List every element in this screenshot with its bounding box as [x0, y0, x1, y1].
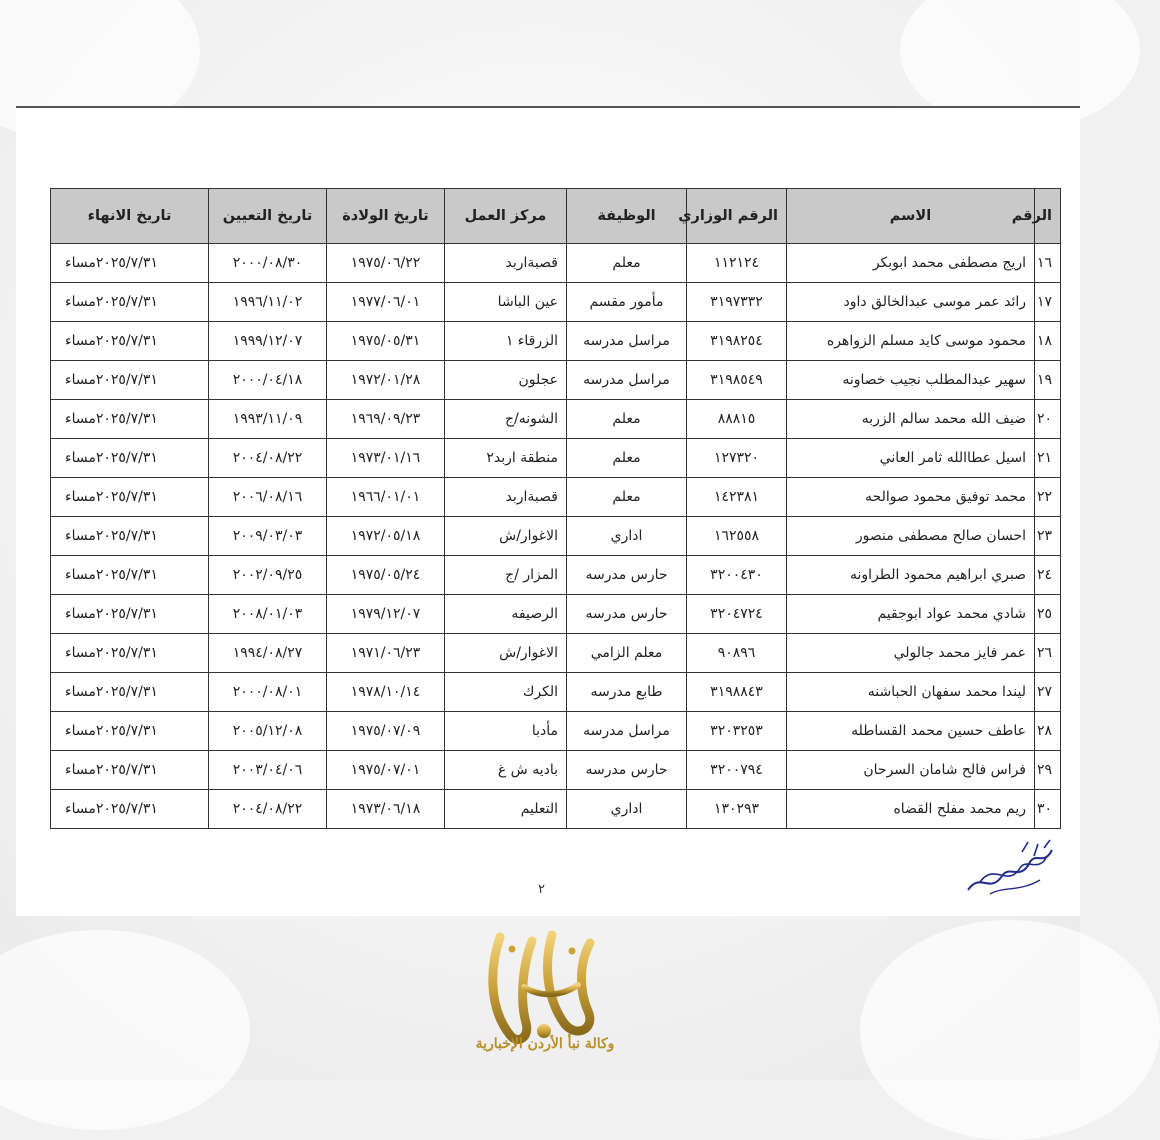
cell-ministry-no: ٣٢٠٠٧٩٤ [687, 751, 787, 790]
cell-work-center: قصبةاربد [445, 244, 567, 283]
header-name: الاسم [787, 189, 1035, 244]
cell-work-center: الاغوار/ش [445, 517, 567, 556]
cell-appointment-date: ٢٠٠٩/٠٣/٠٣ [209, 517, 327, 556]
cell-work-center: عجلون [445, 361, 567, 400]
cell-appointment-date: ١٩٩٦/١١/٠٢ [209, 283, 327, 322]
cell-job: مراسل مدرسه [567, 361, 687, 400]
cell-birth-date: ١٩٧٨/١٠/١٤ [327, 673, 445, 712]
cell-job: معلم [567, 478, 687, 517]
cell-name: عمر فايز محمد جالولي [787, 634, 1035, 673]
end-date-prefix: مساء [65, 333, 96, 349]
end-date-prefix: مساء [65, 801, 96, 817]
end-date-value: ٢٠٢٥/٧/٣١ [95, 489, 158, 505]
cell-end-date [51, 244, 209, 283]
cell-job: حارس مدرسه [567, 751, 687, 790]
end-date-value: ٢٠٢٥/٧/٣١ [95, 645, 158, 661]
table-row [51, 634, 1061, 673]
document-sheet [16, 106, 1080, 916]
cell-num: ٢٣ [1035, 517, 1061, 556]
employees-table [50, 188, 1061, 829]
cell-end-date [51, 517, 209, 556]
cell-birth-date: ١٩٧٢/٠١/٢٨ [327, 361, 445, 400]
cell-appointment-date: ٢٠٠٤/٠٨/٢٢ [209, 790, 327, 829]
cell-appointment-date: ١٩٩٣/١١/٠٩ [209, 400, 327, 439]
cell-work-center: عين الباشا [445, 283, 567, 322]
end-date-prefix: مساء [65, 567, 96, 583]
cell-num: ٢٨ [1035, 712, 1061, 751]
cell-end-date [51, 634, 209, 673]
cell-ministry-no: ١١٢١٢٤ [687, 244, 787, 283]
cell-birth-date: ١٩٧٥/٠٥/٢٤ [327, 556, 445, 595]
cell-job: مراسل مدرسه [567, 712, 687, 751]
cell-num: ٢٤ [1035, 556, 1061, 595]
cell-appointment-date: ٢٠٠٥/١٢/٠٨ [209, 712, 327, 751]
cell-end-date [51, 556, 209, 595]
end-date-value: ٢٠٢٥/٧/٣١ [95, 801, 158, 817]
cell-end-date [51, 673, 209, 712]
cell-name: اريج مصطفى محمد ابوبكر [787, 244, 1035, 283]
end-date-value: ٢٠٢٥/٧/٣١ [95, 567, 158, 583]
cell-job: طابع مدرسه [567, 673, 687, 712]
cell-name: شادي محمد عواد ابوجقيم [787, 595, 1035, 634]
table-row [51, 595, 1061, 634]
end-date-value: ٢٠٢٥/٧/٣١ [95, 294, 158, 310]
cell-work-center: التعليم [445, 790, 567, 829]
cell-end-date [51, 322, 209, 361]
cell-num: ١٩ [1035, 361, 1061, 400]
end-date-value: ٢٠٢٥/٧/٣١ [95, 723, 158, 739]
signature-scribble [960, 832, 1060, 902]
cell-name: احسان صالح مصطفى منصور [787, 517, 1035, 556]
end-date-value: ٢٠٢٥/٧/٣١ [95, 372, 158, 388]
end-date-value: ٢٠٢٥/٧/٣١ [95, 333, 158, 349]
cell-appointment-date: ٢٠٠٨/٠١/٠٣ [209, 595, 327, 634]
cell-ministry-no: ١٦٢٥٥٨ [687, 517, 787, 556]
end-date-value: ٢٠٢٥/٧/٣١ [95, 411, 158, 427]
end-date-value: ٢٠٢٥/٧/٣١ [95, 684, 158, 700]
cell-job: معلم [567, 439, 687, 478]
cell-birth-date: ١٩٧٩/١٢/٠٧ [327, 595, 445, 634]
cell-name: ريم محمد مفلح القضاه [787, 790, 1035, 829]
cell-ministry-no: ٣١٩٨٥٤٩ [687, 361, 787, 400]
cell-ministry-no: ٩٠٨٩٦ [687, 634, 787, 673]
cell-job: اداري [567, 517, 687, 556]
cell-end-date [51, 595, 209, 634]
cell-appointment-date: ٢٠٠٣/٠٤/٠٦ [209, 751, 327, 790]
end-date-value: ٢٠٢٥/٧/٣١ [95, 528, 158, 544]
table-row [51, 517, 1061, 556]
background-blob [860, 920, 1160, 1140]
cell-ministry-no: ١٢٧٣٢٠ [687, 439, 787, 478]
end-date-prefix: مساء [65, 489, 96, 505]
cell-end-date [51, 712, 209, 751]
table-header [51, 189, 1061, 244]
end-date-prefix: مساء [65, 528, 96, 544]
cell-ministry-no: ٣١٩٧٣٣٢ [687, 283, 787, 322]
cell-num: ١٦ [1035, 244, 1061, 283]
background-blob [0, 930, 250, 1130]
cell-name: محمد توفيق محمود صوالحه [787, 478, 1035, 517]
cell-appointment-date: ٢٠٠٦/٠٨/١٦ [209, 478, 327, 517]
cell-birth-date: ١٩٧٥/٠٥/٣١ [327, 322, 445, 361]
end-date-value: ٢٠٢٥/٧/٣١ [95, 606, 158, 622]
cell-name: ضيف الله محمد سالم الزربه [787, 400, 1035, 439]
table-row [51, 790, 1061, 829]
cell-appointment-date: ٢٠٠٠/٠٤/١٨ [209, 361, 327, 400]
end-date-value: ٢٠٢٥/٧/٣١ [95, 762, 158, 778]
cell-birth-date: ١٩٧٢/٠٥/١٨ [327, 517, 445, 556]
cell-birth-date: ١٩٧٥/٠٧/٠١ [327, 751, 445, 790]
end-date-value: ٢٠٢٥/٧/٣١ [95, 450, 158, 466]
cell-name: عاطف حسين محمد القساطله [787, 712, 1035, 751]
cell-num: ٢١ [1035, 439, 1061, 478]
cell-work-center: باديه ش غ [445, 751, 567, 790]
table-body [51, 244, 1061, 829]
cell-ministry-no: ٨٨٨١٥ [687, 400, 787, 439]
end-date-prefix: مساء [65, 450, 96, 466]
cell-job: حارس مدرسه [567, 556, 687, 595]
table-row [51, 556, 1061, 595]
cell-name: ليندا محمد سفهان الحباشنه [787, 673, 1035, 712]
cell-name: رائد عمر موسى عبدالخالق داود [787, 283, 1035, 322]
header-end-date: تاريخ الانهاء [51, 189, 209, 244]
header-work-center: مركز العمل [445, 189, 567, 244]
cell-ministry-no: ٣١٩٨٢٥٤ [687, 322, 787, 361]
cell-ministry-no: ١٣٠٢٩٣ [687, 790, 787, 829]
cell-end-date [51, 751, 209, 790]
cell-name: اسيل عطاالله ثامر العاني [787, 439, 1035, 478]
cell-name: سهير عبدالمطلب نجيب خصاونه [787, 361, 1035, 400]
cell-num: ٢٢ [1035, 478, 1061, 517]
cell-birth-date: ١٩٧٣/٠١/١٦ [327, 439, 445, 478]
cell-appointment-date: ١٩٩٩/١٢/٠٧ [209, 322, 327, 361]
cell-birth-date: ١٩٦٩/٠٩/٢٣ [327, 400, 445, 439]
header-birth-date: تاريخ الولادة [327, 189, 445, 244]
end-date-prefix: مساء [65, 762, 96, 778]
end-date-prefix: مساء [65, 684, 96, 700]
table-row [51, 673, 1061, 712]
cell-ministry-no: ٣٢٠٠٤٣٠ [687, 556, 787, 595]
cell-name: صبري ابراهيم محمود الطراونه [787, 556, 1035, 595]
table-row [51, 244, 1061, 283]
cell-num: ١٧ [1035, 283, 1061, 322]
cell-job: حارس مدرسه [567, 595, 687, 634]
cell-work-center: الكرك [445, 673, 567, 712]
cell-job: معلم [567, 244, 687, 283]
cell-job: مراسل مدرسه [567, 322, 687, 361]
cell-ministry-no: ٣٢٠٤٧٢٤ [687, 595, 787, 634]
end-date-prefix: مساء [65, 255, 96, 271]
cell-work-center: المزار /ج [445, 556, 567, 595]
end-date-value: ٢٠٢٥/٧/٣١ [95, 255, 158, 271]
cell-num: ٢٩ [1035, 751, 1061, 790]
table-row [51, 712, 1061, 751]
cell-ministry-no: ٣١٩٨٨٤٣ [687, 673, 787, 712]
cell-job: اداري [567, 790, 687, 829]
table-row [51, 478, 1061, 517]
cell-birth-date: ١٩٧٧/٠٦/٠١ [327, 283, 445, 322]
end-date-prefix: مساء [65, 294, 96, 310]
cell-work-center: مأدبا [445, 712, 567, 751]
end-date-prefix: مساء [65, 372, 96, 388]
cell-birth-date: ١٩٦٦/٠١/٠١ [327, 478, 445, 517]
table-row [51, 361, 1061, 400]
cell-birth-date: ١٩٧٥/٠٦/٢٢ [327, 244, 445, 283]
end-date-prefix: مساء [65, 411, 96, 427]
cell-work-center: الرصيفه [445, 595, 567, 634]
cell-num: ١٨ [1035, 322, 1061, 361]
cell-work-center: منطقة اربد٢ [445, 439, 567, 478]
cell-end-date [51, 439, 209, 478]
cell-end-date [51, 400, 209, 439]
cell-end-date [51, 361, 209, 400]
cell-num: ٢٧ [1035, 673, 1061, 712]
table-row [51, 400, 1061, 439]
logo-tagline: وكالة نبأ الأردن الإخبارية [475, 1036, 615, 1052]
header-ministry-no: الرقم الوزاري [687, 189, 787, 244]
cell-job: مأمور مقسم [567, 283, 687, 322]
table-row [51, 439, 1061, 478]
page-number: ٢ [538, 882, 545, 897]
cell-ministry-no: ١٤٢٣٨١ [687, 478, 787, 517]
cell-num: ٢٦ [1035, 634, 1061, 673]
cell-birth-date: ١٩٧٣/٠٦/١٨ [327, 790, 445, 829]
end-date-prefix: مساء [65, 723, 96, 739]
end-date-prefix: مساء [65, 606, 96, 622]
cell-birth-date: ١٩٧٥/٠٧/٠٩ [327, 712, 445, 751]
cell-num: ٢٥ [1035, 595, 1061, 634]
table-row [51, 751, 1061, 790]
header-job: الوظيفة [567, 189, 687, 244]
table-row [51, 283, 1061, 322]
end-date-prefix: مساء [65, 645, 96, 661]
cell-end-date [51, 283, 209, 322]
cell-job: معلم [567, 400, 687, 439]
cell-work-center: قصبةاربد [445, 478, 567, 517]
cell-appointment-date: ٢٠٠٢/٠٩/٢٥ [209, 556, 327, 595]
cell-end-date [51, 478, 209, 517]
cell-end-date [51, 790, 209, 829]
cell-job: معلم الزامي [567, 634, 687, 673]
cell-ministry-no: ٣٢٠٣٢٥٣ [687, 712, 787, 751]
cell-name: محمود موسى كايد مسلم الزواهره [787, 322, 1035, 361]
header-num: الرقم [1035, 189, 1061, 244]
cell-work-center: الزرقاء ١ [445, 322, 567, 361]
header-appointment-date: تاريخ التعيين [209, 189, 327, 244]
cell-num: ٢٠ [1035, 400, 1061, 439]
cell-appointment-date: ٢٠٠٤/٠٨/٢٢ [209, 439, 327, 478]
cell-work-center: الشونه/ج [445, 400, 567, 439]
cell-num: ٣٠ [1035, 790, 1061, 829]
cell-name: فراس فالح شامان السرحان [787, 751, 1035, 790]
cell-appointment-date: ٢٠٠٠/٠٨/٠١ [209, 673, 327, 712]
cell-appointment-date: ٢٠٠٠/٠٨/٣٠ [209, 244, 327, 283]
cell-appointment-date: ١٩٩٤/٠٨/٢٧ [209, 634, 327, 673]
cell-work-center: الاغوار/ش [445, 634, 567, 673]
cell-birth-date: ١٩٧١/٠٦/٢٣ [327, 634, 445, 673]
table-row [51, 322, 1061, 361]
